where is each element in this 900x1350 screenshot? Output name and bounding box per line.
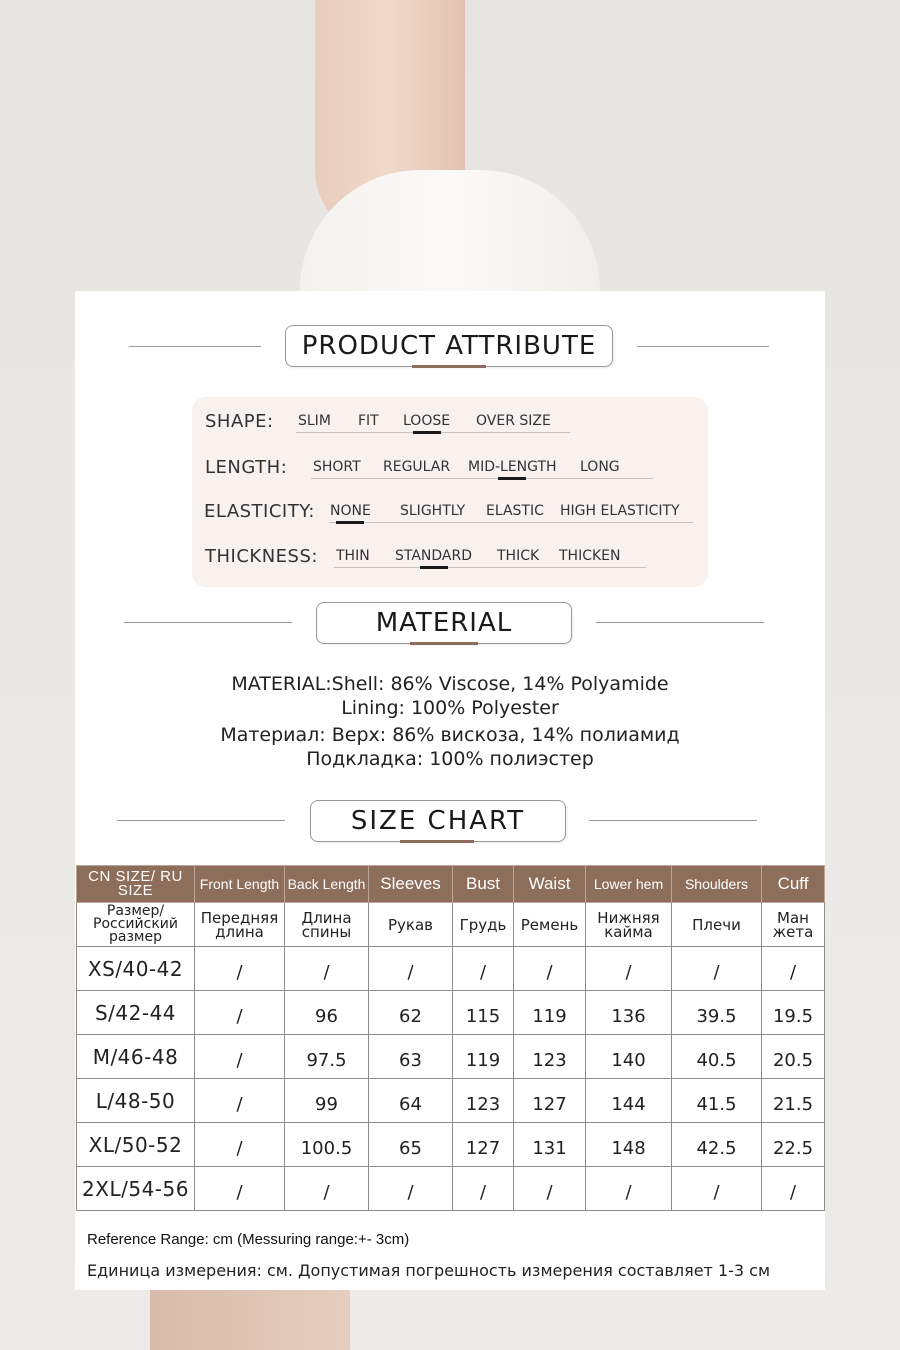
attribute-option: LONG <box>580 459 620 475</box>
measurement-cell <box>285 1079 369 1123</box>
size-table-header-en <box>77 866 825 903</box>
measurement-value: 39.5 <box>696 1006 737 1027</box>
size-row <box>77 1079 825 1123</box>
measurement-cell <box>762 1035 825 1079</box>
measurement-cell <box>586 1079 672 1123</box>
size-row <box>77 1123 825 1167</box>
size-label-cell: M/46-48 <box>77 1035 195 1079</box>
measurement-value: 22.5 <box>772 1138 814 1159</box>
measurement-value: / <box>625 1182 632 1203</box>
title-side-line-right <box>637 346 769 347</box>
material-line-2: Lining: 100% Polyester <box>341 697 559 719</box>
measurement-value: 21.5 <box>772 1094 814 1115</box>
measurement-value: 123 <box>532 1050 567 1071</box>
attribute-option: SLIM <box>298 413 331 429</box>
measurement-value: / <box>713 1182 720 1203</box>
measurement-cell <box>369 991 453 1035</box>
size-table <box>76 865 825 1211</box>
size-chart-side-line-right <box>589 820 757 821</box>
measurement-value: 115 <box>465 1006 501 1027</box>
measurement-value: / <box>236 1138 243 1159</box>
size-label-cell: L/48-50 <box>77 1079 195 1123</box>
measurement-value: / <box>789 1182 797 1203</box>
measurement-value: 65 <box>399 1138 422 1159</box>
header-cell-en: CN SIZE/ RU SIZE <box>77 866 195 903</box>
header-cell-ru: Передняя длина <box>195 903 285 947</box>
attribute-baseline <box>329 522 693 523</box>
measurement-cell <box>586 991 672 1035</box>
measurement-value: 99 <box>315 1094 338 1115</box>
measurement-cell <box>762 1167 825 1211</box>
measurement-cell <box>285 1123 369 1167</box>
attribute-label: SHAPE: <box>205 411 274 432</box>
measurement-value: / <box>236 962 243 983</box>
attribute-option: ELASTIC <box>486 503 544 519</box>
measurement-cell <box>195 1123 285 1167</box>
attribute-option: SHORT <box>313 459 361 475</box>
measurement-cell <box>762 947 825 991</box>
material-side-line-left <box>124 622 292 623</box>
measurement-value: 127 <box>465 1138 501 1159</box>
measurement-value: 100.5 <box>300 1138 353 1159</box>
header-cell-en: Front Length <box>195 866 285 903</box>
measurement-cell <box>195 991 285 1035</box>
material-line-3: Материал: Верх: 86% вискоза, 14% полиамид <box>220 724 680 746</box>
measurement-value: 40.5 <box>696 1050 737 1071</box>
title-side-line-left <box>129 346 261 347</box>
reference-range-en: Reference Range: cm (Messuring range:+- 3cm) <box>87 1231 410 1248</box>
header-cell-ru: Ман жета <box>762 903 825 947</box>
header-cell-en: Bust <box>453 866 514 903</box>
header-cell-ru: Длина спины <box>285 903 369 947</box>
measurement-value: 131 <box>532 1138 567 1159</box>
measurement-cell <box>285 1035 369 1079</box>
model-legs <box>150 1280 350 1350</box>
measurement-value: 62 <box>399 1006 422 1027</box>
measurement-cell <box>453 947 514 991</box>
measurement-cell <box>672 1035 762 1079</box>
measurement-value: 119 <box>465 1050 501 1071</box>
reference-range-ru: Единица измерения: см. Допустимая погрешность измерения составляет 1-3 см <box>87 1261 771 1280</box>
size-row <box>77 1167 825 1211</box>
measurement-cell <box>453 1079 514 1123</box>
measurement-cell <box>453 991 514 1035</box>
measurement-cell <box>586 1167 672 1211</box>
measurement-value: 20.5 <box>772 1050 814 1071</box>
size-chart-accent-underline <box>400 840 474 843</box>
measurement-value: / <box>236 1182 243 1203</box>
header-cell-ru: Размер/ Российский размер <box>77 903 195 947</box>
measurement-value: 97.5 <box>306 1050 347 1071</box>
size-label-cell: S/42-44 <box>77 991 195 1035</box>
measurement-cell <box>586 1035 672 1079</box>
measurement-cell <box>369 1035 453 1079</box>
header-cell-ru: Ремень <box>514 903 586 947</box>
attribute-option: STANDARD <box>395 548 473 564</box>
measurement-value: 144 <box>611 1094 646 1115</box>
attribute-label: ELASTICITY: <box>204 501 315 522</box>
measurement-cell <box>672 1167 762 1211</box>
measurement-cell <box>453 1167 514 1211</box>
size-label-cell: 2XL/54-56 <box>77 1167 195 1211</box>
measurement-value: / <box>625 962 632 983</box>
attribute-option: THICKEN <box>559 548 621 564</box>
header-cell-ru: Грудь <box>453 903 514 947</box>
measurement-cell <box>514 1123 586 1167</box>
measurement-value: / <box>713 962 720 983</box>
measurement-cell <box>762 1123 825 1167</box>
header-cell-en: Sleeves <box>369 866 453 903</box>
measurement-cell <box>514 1167 586 1211</box>
measurement-value: 41.5 <box>696 1094 737 1115</box>
measurement-value: / <box>236 1006 243 1027</box>
material-line-4: Подкладка: 100% полиэстер <box>306 748 594 770</box>
measurement-value: / <box>323 1182 330 1203</box>
measurement-cell <box>586 947 672 991</box>
measurement-cell <box>369 1079 453 1123</box>
attribute-option: SLIGHTLY <box>400 503 466 519</box>
measurement-cell <box>514 1035 586 1079</box>
measurement-value: / <box>479 962 487 983</box>
measurement-value: 119 <box>532 1006 567 1027</box>
measurement-value: / <box>407 1182 414 1203</box>
measurement-value: 123 <box>465 1094 501 1115</box>
measurement-value: / <box>407 962 414 983</box>
size-row <box>77 1035 825 1079</box>
header-cell-en: Lower hem <box>586 866 672 903</box>
measurement-cell <box>285 991 369 1035</box>
attribute-option: THIN <box>336 548 370 564</box>
material-accent-underline <box>410 642 478 645</box>
size-table-header-ru <box>77 903 825 947</box>
attribute-selected-marker <box>336 521 364 524</box>
attribute-label: LENGTH: <box>205 457 288 478</box>
header-cell-ru: Нижняя кайма <box>586 903 672 947</box>
attribute-option: FIT <box>358 413 379 429</box>
measurement-value: 136 <box>611 1006 646 1027</box>
measurement-value: 148 <box>611 1138 646 1159</box>
measurement-cell <box>195 947 285 991</box>
attribute-selected-marker <box>413 431 441 434</box>
attribute-baseline <box>334 567 646 568</box>
size-row <box>77 991 825 1035</box>
measurement-value: 42.5 <box>696 1138 737 1159</box>
measurement-cell <box>762 1079 825 1123</box>
measurement-value: / <box>789 962 797 983</box>
measurement-value: 140 <box>611 1050 646 1071</box>
measurement-cell <box>453 1123 514 1167</box>
header-cell-en: Shoulders <box>672 866 762 903</box>
measurement-cell <box>514 991 586 1035</box>
header-cell-en: Cuff <box>762 866 825 903</box>
measurement-value: 19.5 <box>772 1006 814 1027</box>
measurement-value: / <box>546 1182 553 1203</box>
attribute-label: THICKNESS: <box>205 546 318 567</box>
size-chart-side-line-left <box>117 820 285 821</box>
measurement-cell <box>762 991 825 1035</box>
attribute-option: OVER SIZE <box>476 413 551 429</box>
attribute-option: REGULAR <box>383 459 451 475</box>
measurement-value: / <box>546 962 553 983</box>
attribute-option: HIGH ELASTICITY <box>560 503 680 519</box>
attribute-option: NONE <box>330 503 371 519</box>
header-cell-en: Back Length <box>285 866 369 903</box>
title-accent-underline <box>412 365 486 368</box>
measurement-cell <box>672 1123 762 1167</box>
material-line-1: MATERIAL:Shell: 86% Viscose, 14% Polyamide <box>231 673 669 695</box>
header-cell-ru: Плечи <box>672 903 762 947</box>
measurement-cell <box>195 1167 285 1211</box>
product-attribute-title: PRODUCT ATTRIBUTE <box>285 325 613 367</box>
measurement-cell <box>586 1123 672 1167</box>
measurement-cell <box>285 947 369 991</box>
material-side-line-right <box>596 622 764 623</box>
measurement-cell <box>453 1035 514 1079</box>
measurement-cell <box>672 1079 762 1123</box>
measurement-cell <box>195 1035 285 1079</box>
size-row <box>77 947 825 991</box>
measurement-cell <box>369 1123 453 1167</box>
attribute-selected-marker <box>498 477 526 480</box>
attribute-option: THICK <box>497 548 540 564</box>
measurement-cell <box>672 947 762 991</box>
header-cell-en: Waist <box>514 866 586 903</box>
measurement-value: / <box>323 962 330 983</box>
measurement-cell <box>369 1167 453 1211</box>
measurement-cell <box>285 1167 369 1211</box>
measurement-value: / <box>479 1182 487 1203</box>
attribute-baseline <box>311 478 653 479</box>
measurement-cell <box>514 947 586 991</box>
size-label-cell: XS/40-42 <box>77 947 195 991</box>
header-cell-ru: Рукав <box>369 903 453 947</box>
size-label-cell: XL/50-52 <box>77 1123 195 1167</box>
measurement-value: / <box>236 1094 243 1115</box>
size-chart-title: SIZE CHART <box>310 800 566 842</box>
material-title: MATERIAL <box>316 602 572 644</box>
measurement-value: / <box>236 1050 243 1071</box>
measurement-cell <box>514 1079 586 1123</box>
measurement-value: 96 <box>315 1006 338 1027</box>
measurement-cell <box>195 1079 285 1123</box>
attribute-selected-marker <box>420 566 448 569</box>
measurement-cell <box>369 947 453 991</box>
attribute-option: LOOSE <box>403 413 451 429</box>
measurement-cell <box>672 991 762 1035</box>
measurement-value: 127 <box>532 1094 567 1115</box>
measurement-value: 64 <box>399 1094 422 1115</box>
measurement-value: 63 <box>399 1050 422 1071</box>
attribute-option: MID-LENGTH <box>468 459 557 475</box>
